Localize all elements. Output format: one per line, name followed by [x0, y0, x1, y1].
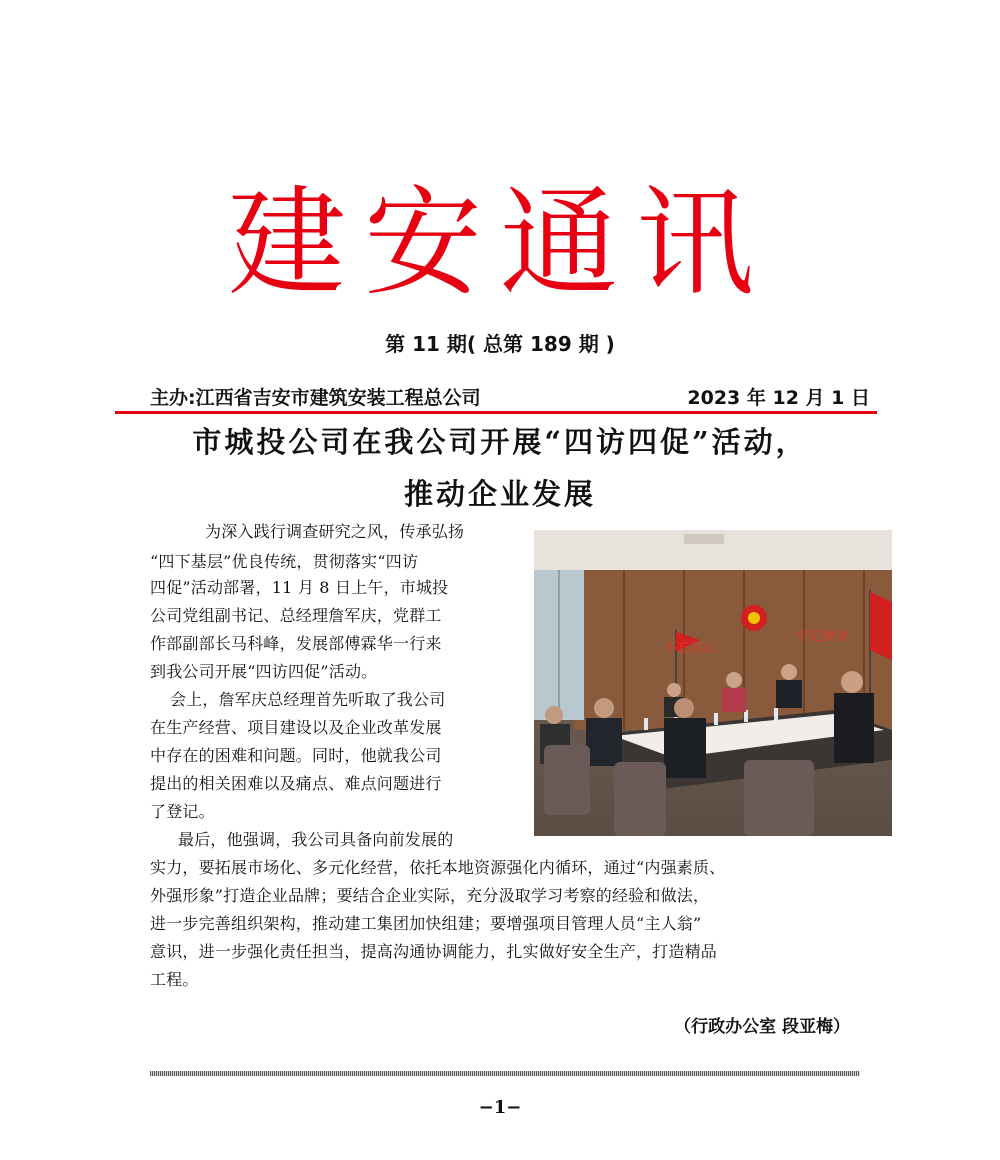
- issue-number: 第 11 期( 总第 189 期 ): [385, 332, 615, 356]
- body-line-1: 为深入践行调查研究之风，传承弘扬: [205, 522, 465, 541]
- body-line-17: 工程。: [150, 970, 199, 989]
- banner-left-text: 不忘初心: [663, 641, 716, 656]
- body-line-13: 实力，要拓展市场化、多元化经营，依托本地资源强化内循环，通过“内强素质、: [150, 858, 726, 877]
- author-signature: （行政办公室 段亚梅）: [674, 1017, 850, 1037]
- body-line-3: 四促”活动部署，11 月 8 日上午，市城投: [150, 578, 449, 597]
- body-line-15: 进一步完善组织架构，推动建工集团加快组建；要增强项目管理人员“主人翁”: [150, 914, 702, 933]
- body-line-11: 了登记。: [150, 802, 215, 821]
- body-line-16: 意识，进一步强化责任担当，提高沟通协调能力，扎实做好安全生产，打造精品: [150, 942, 718, 961]
- body-line-5: 作部副部长马科峰，发展部傅霖华一行来: [150, 634, 442, 653]
- banner-right-text: 牢记使命: [796, 629, 849, 644]
- body-line-12: 最后，他强调，我公司具备向前发展的: [178, 830, 454, 849]
- article-headline-line2: 推动企业发展: [403, 477, 596, 511]
- body-line-4: 公司党组副书记、总经理詹军庆，党群工: [150, 606, 442, 625]
- sponsor-text: 主办:江西省吉安市建筑安装工程总公司: [150, 387, 481, 409]
- newsletter-masthead: 建安通讯: [227, 174, 772, 312]
- issue-date: 2023 年 12 月 1 日: [687, 387, 870, 409]
- body-line-2: “四下基层”优良传统，贯彻落实“四访: [150, 552, 419, 571]
- footer-divider: [150, 1071, 860, 1076]
- sponsor-row: [150, 383, 870, 411]
- article-headline-line1: 市城投公司在我公司开展“四访四促”活动，: [192, 425, 808, 459]
- body-line-7: 会上，詹军庆总经理首先听取了我公司: [170, 690, 446, 709]
- body-line-6: 到我公司开展“四访四促”活动。: [150, 662, 378, 681]
- body-line-9: 中存在的困难和问题。同时，他就我公司: [150, 746, 442, 765]
- red-divider: [115, 411, 877, 414]
- body-line-14: 外强形象”打造企业品牌；要结合企业实际，充分汲取学习考察的经验和做法，: [150, 886, 710, 905]
- page-number: −1−: [478, 1097, 522, 1118]
- meeting-photo: [534, 530, 892, 836]
- body-line-10: 提出的相关困难以及痛点、难点问题进行: [150, 774, 442, 793]
- body-line-8: 在生产经营、项目建设以及企业改革发展: [150, 718, 442, 737]
